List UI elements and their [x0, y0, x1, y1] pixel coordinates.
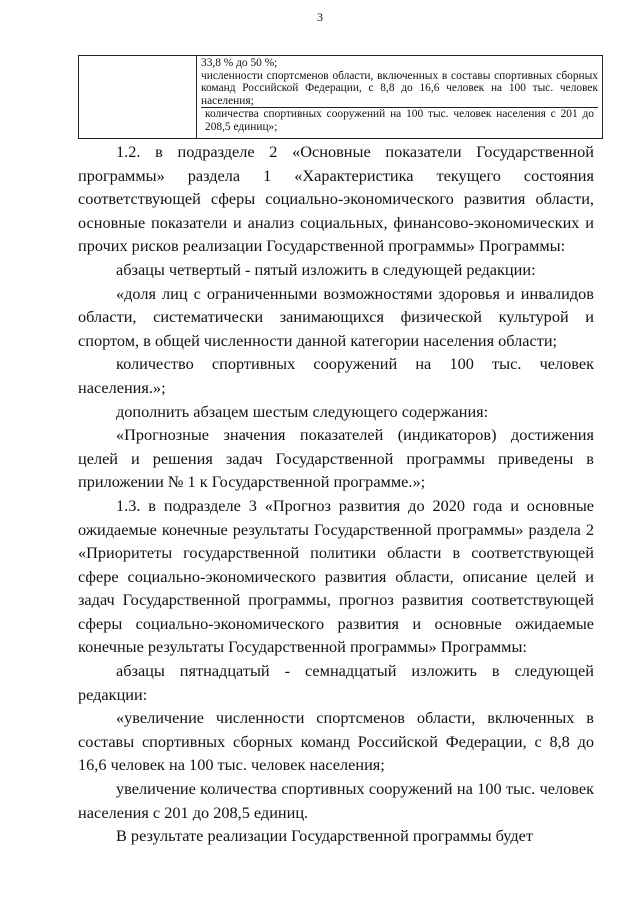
- table-line: 33,8 % до 50 %;: [201, 57, 278, 69]
- paragraph: «увеличение численности спортсменов области, включенных в составы спортивных сборных команд Российской Федерации, с 8,8 до 16,6 человек на 100 тыс. человек населения;: [78, 708, 594, 775]
- paragraph: «Прогнозные значения показателей (индикаторов) достижения целей и решения задач Государственной программы приведены в приложении № 1 к Государственной программе.»;: [78, 425, 594, 492]
- page-number: 3: [317, 10, 323, 24]
- paragraph: «доля лиц с ограниченными возможностями здоровья и инвалидов области, систематически занимающихся физической культурой и спортом, в общей численности данной категории населения области;: [78, 283, 594, 350]
- table-line: численности спортсменов области, включенных в составы спортивных сборных команд Российской Федерации, с 8,8 до 16,6 человек на 100 тыс. человек населения;: [201, 69, 598, 107]
- table-text-cell: [197, 56, 603, 139]
- paragraph: количество спортивных сооружений на 100 тыс. человек населения.»;: [78, 354, 594, 397]
- paragraph: абзацы четвертый - пятый изложить в следующей редакции:: [116, 259, 536, 279]
- paragraph: абзацы пятнадцатый - семнадцатый изложить в следующей редакции:: [78, 661, 594, 704]
- paragraph: 1.3. в подразделе 3 «Прогноз развития до 2020 года и основные ожидаемые конечные результаты Государственной программы» раздела 2 «Приоритеты государственной политики области в соответствующей сфере социально-экономического развития области, описание целей и задач Государственной программы, прогноз развития соответствующей сферы социально-экономического развития и основные ожидаемые конечные результаты Государственной программы» Программы:: [78, 495, 594, 657]
- paragraph: 1.2. в подразделе 2 «Основные показатели Государственной программы» раздела 1 «Характеристика текущего состояния соответствующей сферы социально-экономического развития области, основные показатели и анализ социальных, финансово-экономических и прочих рисков реализации Государственной программы» Программы:: [78, 142, 594, 256]
- paragraph: дополнить абзацем шестым следующего содержания:: [116, 401, 489, 421]
- paragraph: В результате реализации Государственной программы будет: [116, 826, 533, 846]
- table-empty-cell: [79, 56, 197, 139]
- paragraph: увеличение количества спортивных сооружений на 100 тыс. человек населения с 201 до 208,5 единиц.: [78, 779, 594, 822]
- continuation-table: [78, 55, 603, 139]
- table-line: количества спортивных сооружений на 100 тыс. человек населения с 201 до 208,5 единиц»;: [201, 107, 598, 133]
- document-body: [78, 140, 594, 848]
